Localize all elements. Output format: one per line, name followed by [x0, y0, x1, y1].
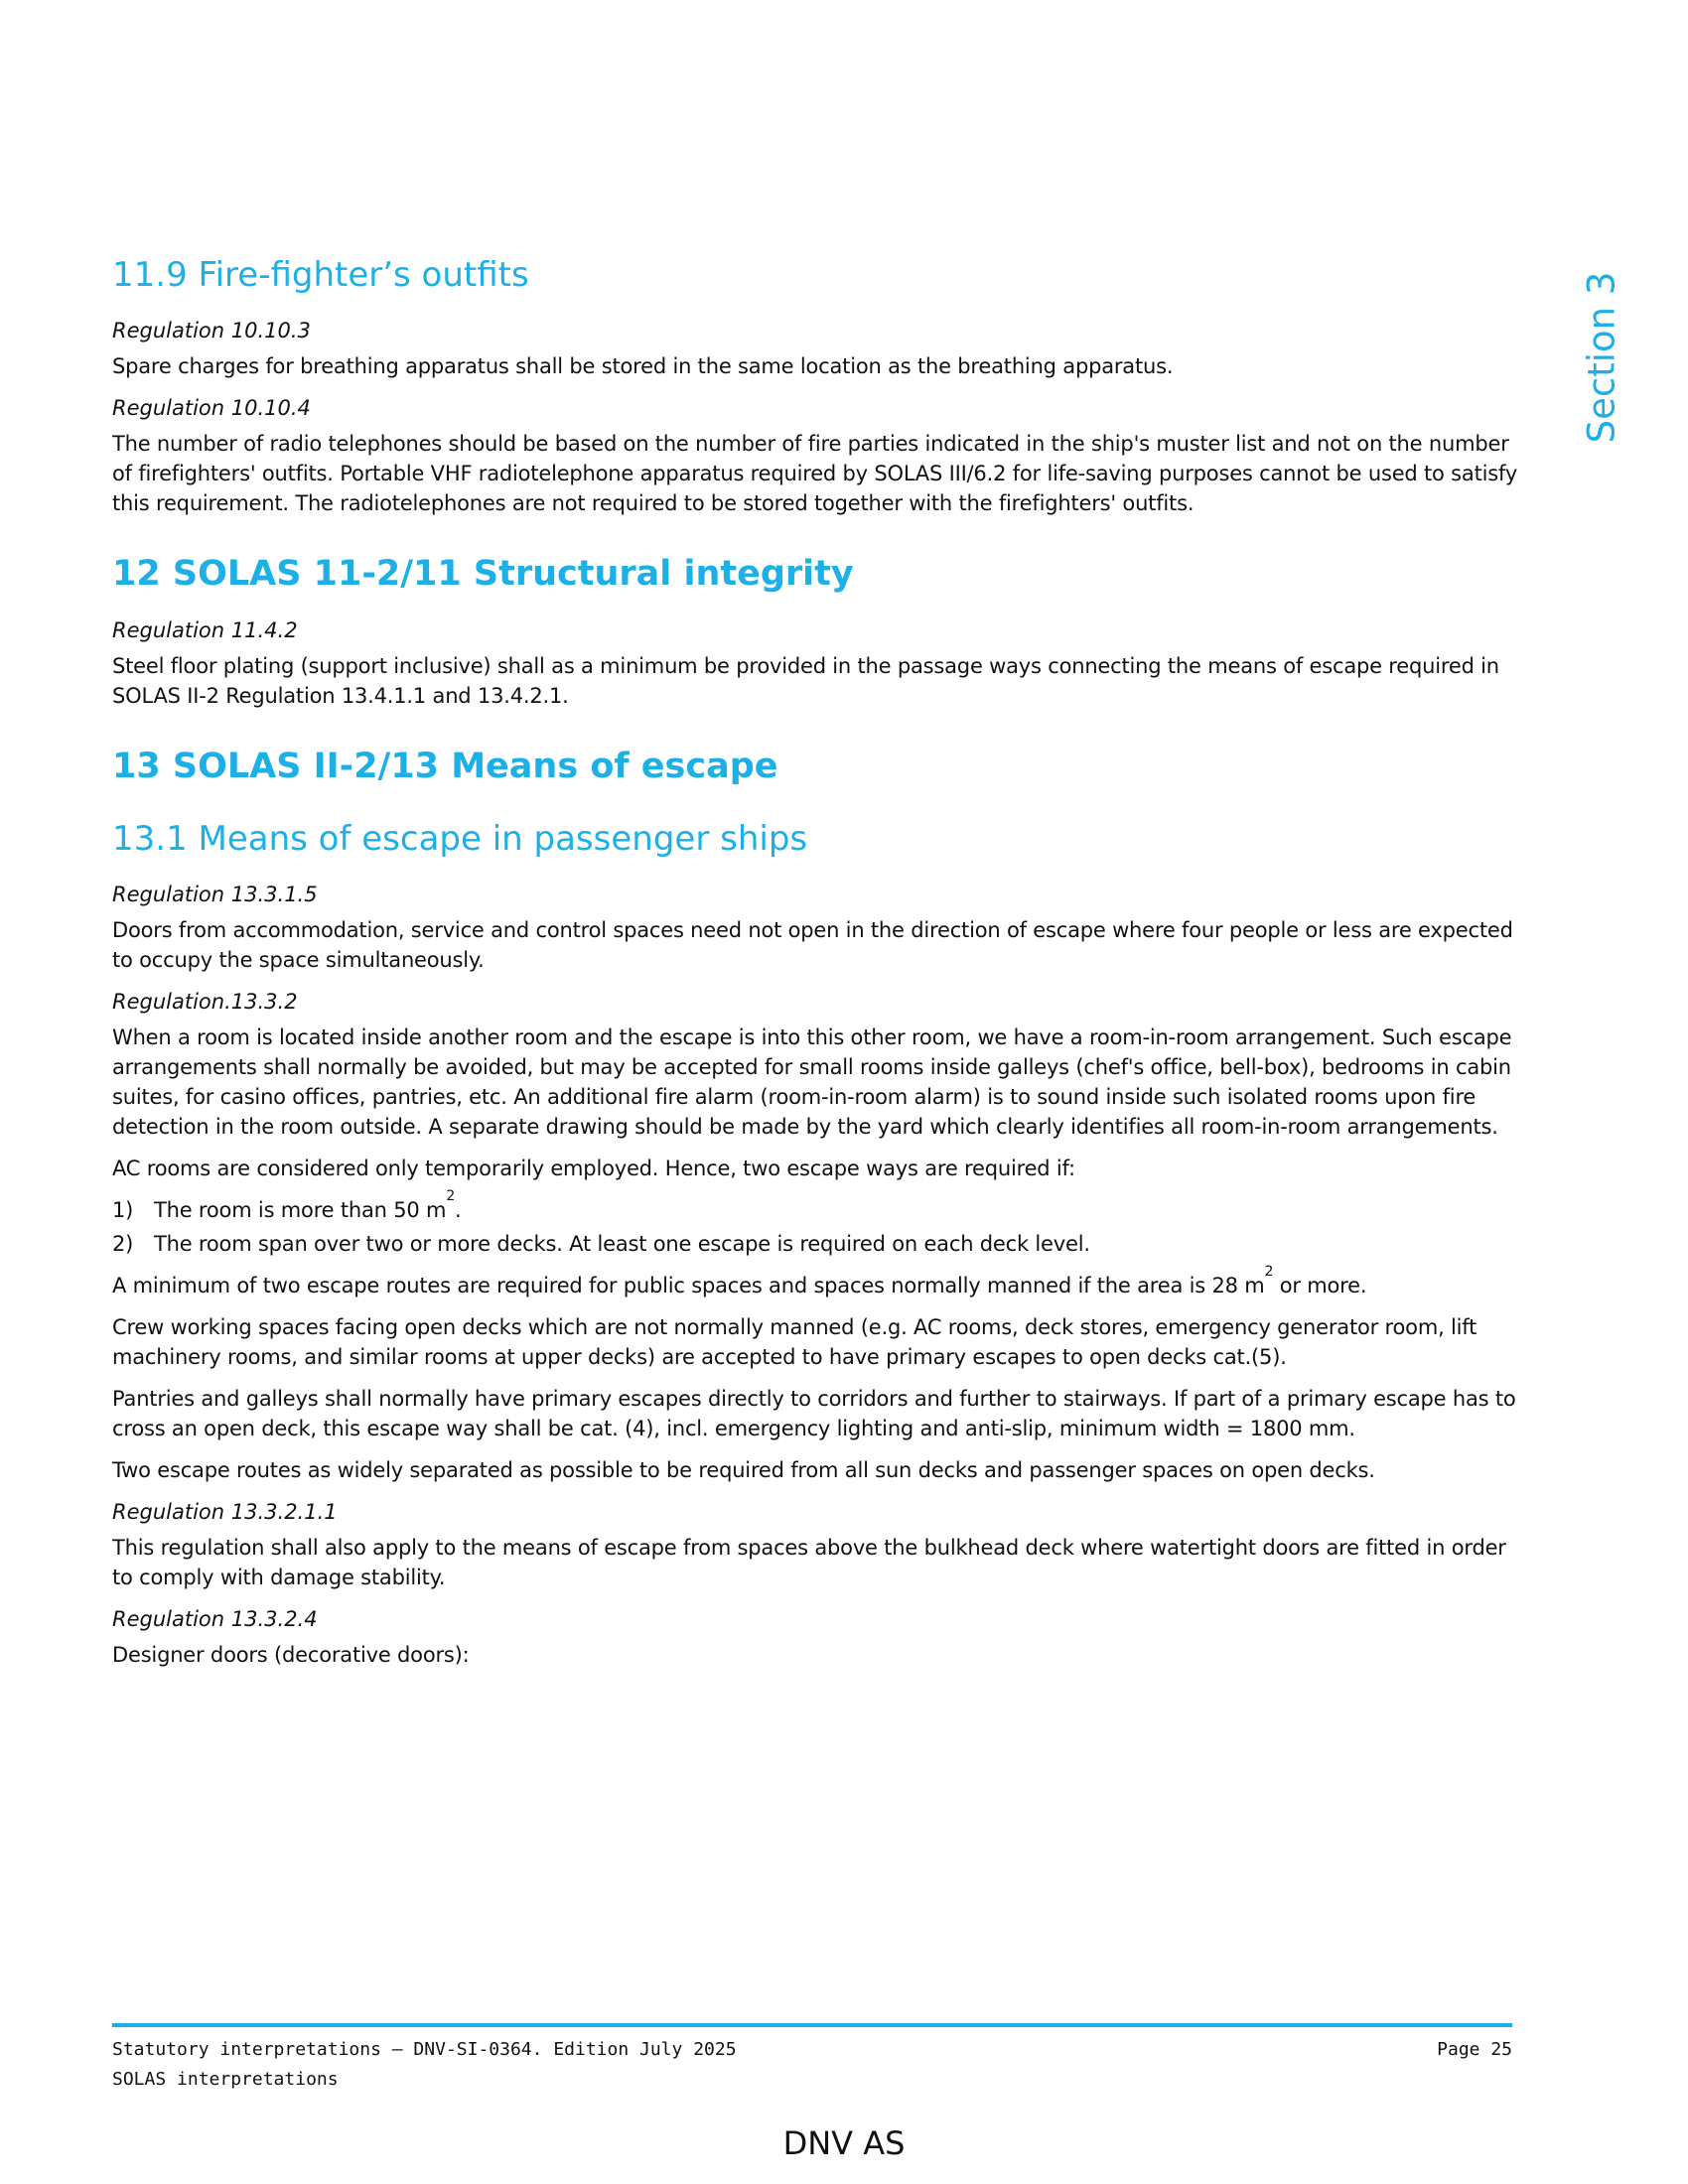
heading-13-1-means-of-escape-passenger-ships: 13.1 Means of escape in passenger ships	[112, 819, 808, 859]
superscript-squared: 2	[1264, 1264, 1274, 1280]
paragraph-bulkhead-deck: This regulation shall also apply to the means of escape from spaces above the bulkhead deck where watertight doors are fitted in order to comply with damage stability.	[112, 1536, 1506, 1589]
paragraph-spare-charges: Spare charges for breathing apparatus shall be stored in the same location as the breathing apparatus.	[112, 354, 1174, 378]
paragraph-pantries-galleys: Pantries and galleys shall normally have primary escapes directly to corridors and further to stairways. If part of a primary escape has to cross an open deck, this escape way shall be cat. (4), incl. emergency lighting and anti-slip, minimum width = 1800 mm.	[112, 1387, 1516, 1440]
heading-12-structural-integrity: 12 SOLAS 11-2/11 Structural integrity	[112, 554, 854, 594]
superscript-squared: 2	[446, 1188, 456, 1204]
footer-divider-rule	[112, 2023, 1512, 2027]
page-footer	[112, 2035, 1512, 2095]
paragraph-two-escape-routes-sun-decks: Two escape routes as widely separated as possible to be required from all sun decks and passenger spaces on open decks.	[112, 1458, 1375, 1482]
paragraph-doors-accommodation: Doors from accommodation, service and control spaces need not open in the direction of escape where four people or less are expected to occupy the space simultaneously.	[112, 918, 1513, 972]
list-item-text: The room is more than 50 $m^2$.	[154, 1188, 462, 1222]
list-item-marker: 1)	[112, 1198, 134, 1222]
escape-conditions-list	[112, 1188, 1527, 1259]
list-item	[112, 1188, 1527, 1225]
regulation-ref-13-3-2-4: Regulation 13.3.2.4	[112, 1607, 318, 1631]
paragraph-minimum-two-escape-routes: A minimum of two escape routes are required for public spaces and spaces normally manned if the area is 28 $m^2$ or more.	[112, 1264, 1367, 1297]
footer-doc-title: Statutory interpretations — DNV-SI-0364. Edition July 2025	[112, 2039, 737, 2060]
paragraph-steel-floor-plating: Steel floor plating (support inclusive) shall as a minimum be provided in the passage ways connecting the means of escape required in SOLAS II-2 Regulation 13.4.1.1 and 13.4.2.1.	[112, 654, 1499, 708]
list-item-text: The room span over two or more decks. At least one escape is required on each deck level.	[154, 1232, 1090, 1256]
regulation-ref-13-3-1-5: Regulation 13.3.1.5	[112, 883, 318, 906]
paragraph-radio-telephones: The number of radio telephones should be based on the number of fire parties indicated in the ship's muster list and not on the number of firefighters' outfits. Portable VHF radiotelephone apparatus required by SOLAS III/6.2 for life-saving purposes cannot be used to satisfy this requirement. The radiotelephones are not required to be stored together with the firefighters' outfits.	[112, 432, 1518, 515]
paragraph-room-in-room: When a room is located inside another room and the escape is into this other room, we have a room-in-room arrangement. Such escape arrangements shall normally be avoided, but may be accepted for small rooms inside galleys (chef's office, bell-box), bedrooms in cabin suites, for casino offices, pantries, etc. An additional fire alarm (room-in-room alarm) is to sound inside such isolated rooms upon fire detection in the room outside. A separate drawing should be made by the yard which clearly identifies all room-in-room arrangements.	[112, 1025, 1512, 1139]
footer-document-info	[112, 2035, 737, 2095]
footer-company-name: DNV AS	[782, 2124, 906, 2162]
heading-13-means-of-escape: 13 SOLAS II-2/13 Means of escape	[112, 747, 778, 786]
footer-page-number: Page 25	[1437, 2039, 1512, 2060]
regulation-ref-10-10-3: Regulation 10.10.3	[112, 319, 311, 342]
regulation-ref-13-3-2-1-1: Regulation 13.3.2.1.1	[112, 1500, 338, 1524]
list-item	[112, 1229, 1527, 1259]
section-side-label: Section 3	[1580, 271, 1623, 444]
paragraph-designer-doors: Designer doors (decorative doors):	[112, 1643, 470, 1667]
footer-doc-subtitle: SOLAS interpretations	[112, 2069, 339, 2090]
list-item-marker: 2)	[112, 1232, 134, 1256]
regulation-ref-13-3-2: Regulation.13.3.2	[112, 990, 298, 1014]
regulation-ref-11-4-2: Regulation 11.4.2	[112, 618, 298, 642]
content-column	[112, 0, 1527, 1682]
regulation-ref-10-10-4: Regulation 10.10.4	[112, 396, 311, 420]
paragraph-ac-rooms: AC rooms are considered only temporarily employed. Hence, two escape ways are required if:	[112, 1157, 1075, 1180]
paragraph-crew-working-spaces: Crew working spaces facing open decks which are not normally manned (e.g. AC rooms, deck stores, emergency generator room, lift machinery rooms, and similar rooms at upper decks) are accepted to have primary escapes to open decks cat.(5).	[112, 1315, 1477, 1369]
heading-11-9-fire-fighters-outfits: 11.9 Fire-fighter’s outfits	[112, 255, 529, 295]
